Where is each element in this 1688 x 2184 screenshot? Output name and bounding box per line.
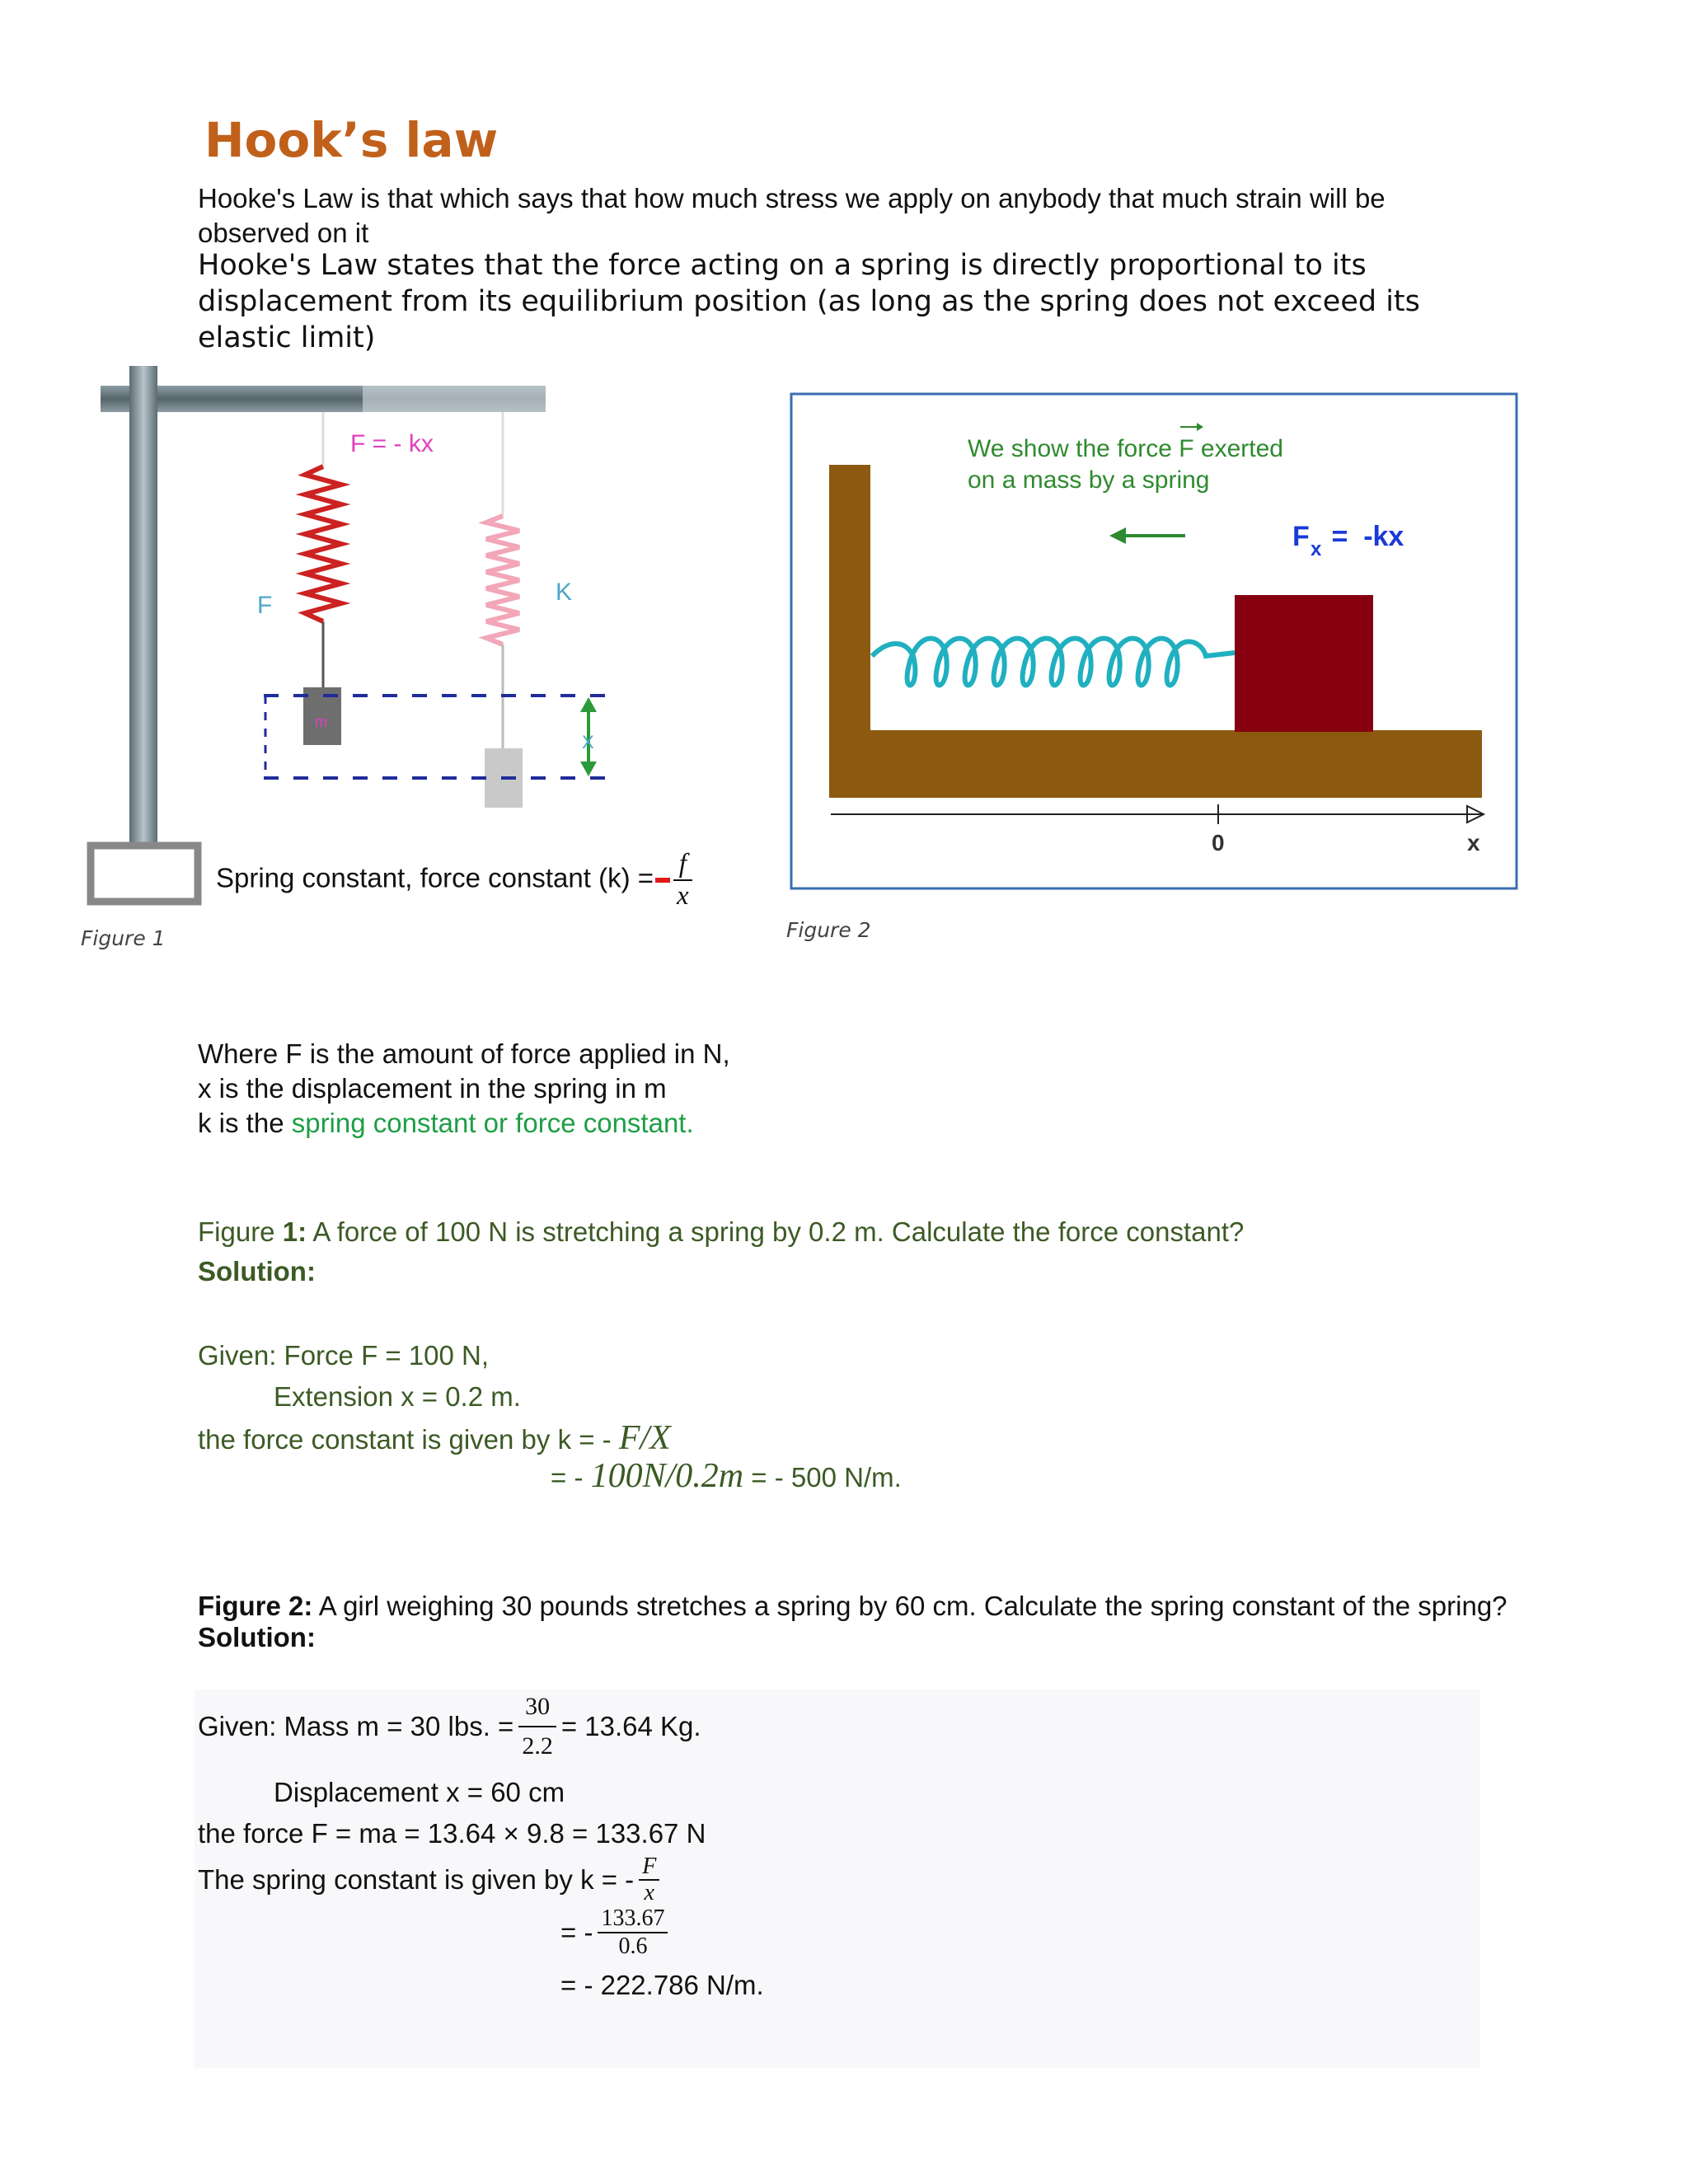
example-2-solution-label: Solution: [198,1622,316,1652]
figure-1-arrow-up [580,697,597,712]
example-1-question: Figure 1: A force of 100 N is stretching a spring by 0.2 m. Calculate the force constant? [198,1216,1245,1247]
example-1-formula: the force constant is given by k = - F/X [198,1419,671,1457]
figure-1-beam-light [363,386,546,412]
intro-paragraph-2: Hooke's Law states that the force acting on a spring is directly proportional to its displacement from its equilibrium position (as long as the spring does not exceed its elastic limit) [198,249,1420,354]
figure-1-label-F: F [257,592,273,619]
page-title: Hook’s law [204,112,499,168]
figure-2-block-spring-diagram [790,392,1518,890]
spring-constant-formula [216,849,692,912]
example-2-mass-fraction: $\frac{30}{2.2}$ [518,1688,556,1765]
example-1-result: = - 100N/0.2m = - 500 N/m. [551,1457,902,1495]
example-1-solution-label: Solution: [198,1256,316,1286]
figure-1-label-x: X [582,732,594,752]
figure-2-eq-rest: = -kx [1324,521,1404,552]
example-2-question: Figure 2: A girl weighing 30 pounds stretches a spring by 60 cm. Calculate the spring constant of the spring? [198,1591,1507,1621]
figure-2-axis-zero: 0 [1212,830,1225,855]
figure-2-text-line2: on a mass by a spring [968,466,1210,494]
figure-1-arrow-down [580,762,597,776]
example-1-given-force: Given: Force F = 100 N, [198,1340,490,1371]
example-2 [198,1591,1517,2001]
figure-1-spring-diagram [82,359,709,912]
figure-1-pink-spring [486,516,519,644]
definition-displacement: x is the displacement in the spring in m [198,1073,667,1104]
intro-paragraph-1: Hooke's Law is that which says that how much stress we apply on anybody that much strain will be observed on it [198,183,1386,248]
definition-force: Where F is the amount of force applied in N, [198,1038,730,1069]
example-1 [198,1212,1244,1498]
figure-2-block [1235,595,1373,732]
example-2-k-formula: The spring constant is given by k = - $\frac{F}{x}$ [198,1854,1517,1905]
formula-fraction-f-over-x: $\frac{f}{x}$ [673,849,692,912]
example-2-k-fraction: $\frac{F}{x}$ [639,1854,659,1905]
figure-2-axis-x: x [1467,830,1480,855]
figure-2-text-line1: We show the force F exerted [968,435,1283,462]
example-2-step2: = - $\frac{133.67}{0.6}$ [198,1905,1517,1960]
figure-1-red-spring [305,466,341,621]
figure-2-floor [829,730,1482,798]
figure-2-caption: Figure 2 [786,918,871,942]
figure-1-label-m: m [315,714,327,730]
figure-2-eq-sub: x [1311,538,1322,560]
figure-1-label-force: F = - kx [350,430,434,457]
spring-constant-text: Spring constant, force constant (k) = [216,862,654,893]
example-2-displacement: Displacement x = 60 cm [274,1777,565,1807]
example-2-force: the force F = ma = 13.64 × 9.8 = 133.67 N [198,1818,706,1849]
definition-k: k is the spring constant or force constant. [198,1108,694,1138]
figure-1-label-K: K [556,579,573,606]
definition-k-highlight: spring constant or force constant. [291,1108,694,1138]
figure-1-post [129,366,157,846]
example-2-mass: Given: Mass m = 30 lbs. = $\frac{30}{2.2}$ = 13.64 Kg. [198,1688,1517,1765]
figure-1-caption: Figure 1 [81,926,166,950]
definitions-block [198,1037,730,1141]
figure-1-base [91,846,198,902]
example-2-step2-fraction: $\frac{133.67}{0.6}$ [598,1905,668,1960]
minus-sign-red [655,878,670,883]
example-2-result: = - 222.786 N/m. [560,1970,764,2000]
example-1-given-extension: Extension x = 0.2 m. [274,1381,521,1412]
figure-2-eq-F: F [1292,521,1310,552]
